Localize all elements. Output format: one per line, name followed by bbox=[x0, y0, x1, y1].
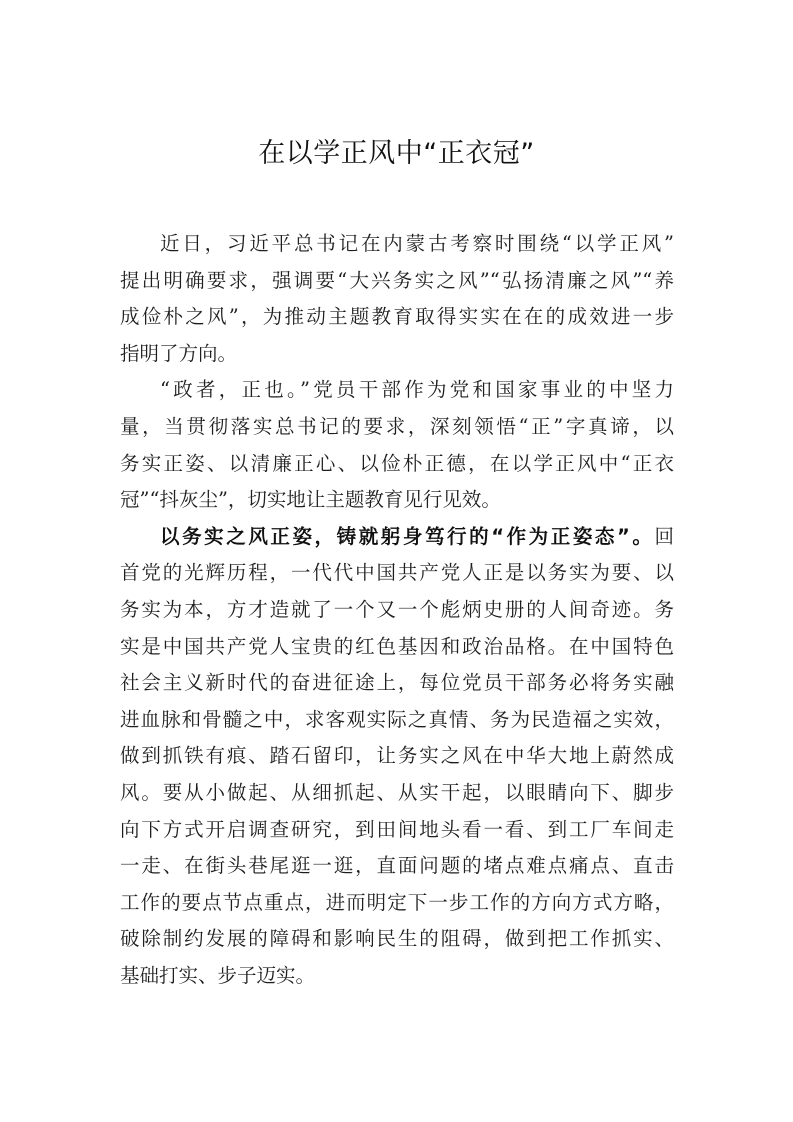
paragraph-line: 首党的光辉历程，一代代中国共产党人正是以务实为要、以 bbox=[120, 561, 674, 585]
paragraph-line: 务实为本，方才造就了一个又一个彪炳史册的人间奇迹。务 bbox=[120, 597, 674, 621]
paragraph-line: 量，当贯彻落实总书记的要求，深刻领悟“正”字真谛，以 bbox=[120, 414, 674, 438]
paragraph-2 bbox=[120, 372, 674, 518]
paragraph-line: 向下方式开启调查研究，到田间地头看一看、到工厂车间走 bbox=[120, 817, 674, 841]
paragraph-1 bbox=[120, 226, 674, 372]
paragraph-line: 冠”“抖灰尘”，切实地让主题教育见行见效。 bbox=[120, 488, 501, 512]
paragraph-line: 实是中国共产党人宝贵的红色基因和政治品格。在中国特色 bbox=[120, 634, 674, 658]
paragraph-3 bbox=[120, 519, 674, 995]
paragraph-text: 回 bbox=[654, 524, 674, 548]
paragraph-line: 进血脉和骨髓之中，求客观实际之真情、务为民造福之实效， bbox=[120, 707, 674, 731]
paragraph-line: 务实正姿、以清廉正心、以俭朴正德，在以学正风中“正衣 bbox=[120, 451, 674, 475]
paragraph-line: 社会主义新时代的奋进征途上，每位党员干部务必将务实融 bbox=[120, 671, 674, 695]
paragraph-line: 破除制约发展的障碍和影响民生的阻碍，做到把工作抓实、 bbox=[120, 927, 674, 951]
paragraph-line: 工作的要点节点重点，进而明定下一步工作的方向方式方略， bbox=[120, 890, 674, 914]
paragraph-line: “政者，正也。”党员干部作为党和国家事业的中坚力 bbox=[160, 378, 674, 402]
paragraph-line: 一走、在街头巷尾逛一逛，直面问题的堵点难点痛点、直击 bbox=[120, 854, 674, 878]
paragraph-line: 风。要从小做起、从细抓起、从实干起，以眼睛向下、脚步 bbox=[120, 780, 674, 804]
section-heading: 以务实之风正姿，铸就躬身笃行的“作为正姿态”。 bbox=[160, 524, 655, 548]
document-title: 在以学正风中“正衣冠” bbox=[258, 138, 535, 169]
paragraph-line bbox=[120, 519, 674, 556]
document-body bbox=[120, 226, 674, 994]
paragraph-line: 基础打实、步子迈实。 bbox=[120, 963, 316, 987]
paragraph-line: 近日，习近平总书记在内蒙古考察时围绕“以学正风” bbox=[160, 232, 674, 255]
paragraph-line: 提出明确要求，强调要“大兴务实之风”“弘扬清廉之风”“养 bbox=[120, 268, 674, 292]
paragraph-line: 成俭朴之风”，为推动主题教育取得实实在在的成效进一步 bbox=[120, 305, 674, 329]
paragraph-line: 做到抓铁有痕、踏石留印，让务实之风在中华大地上蔚然成 bbox=[120, 744, 674, 768]
paragraph-line: 指明了方向。 bbox=[120, 341, 238, 365]
